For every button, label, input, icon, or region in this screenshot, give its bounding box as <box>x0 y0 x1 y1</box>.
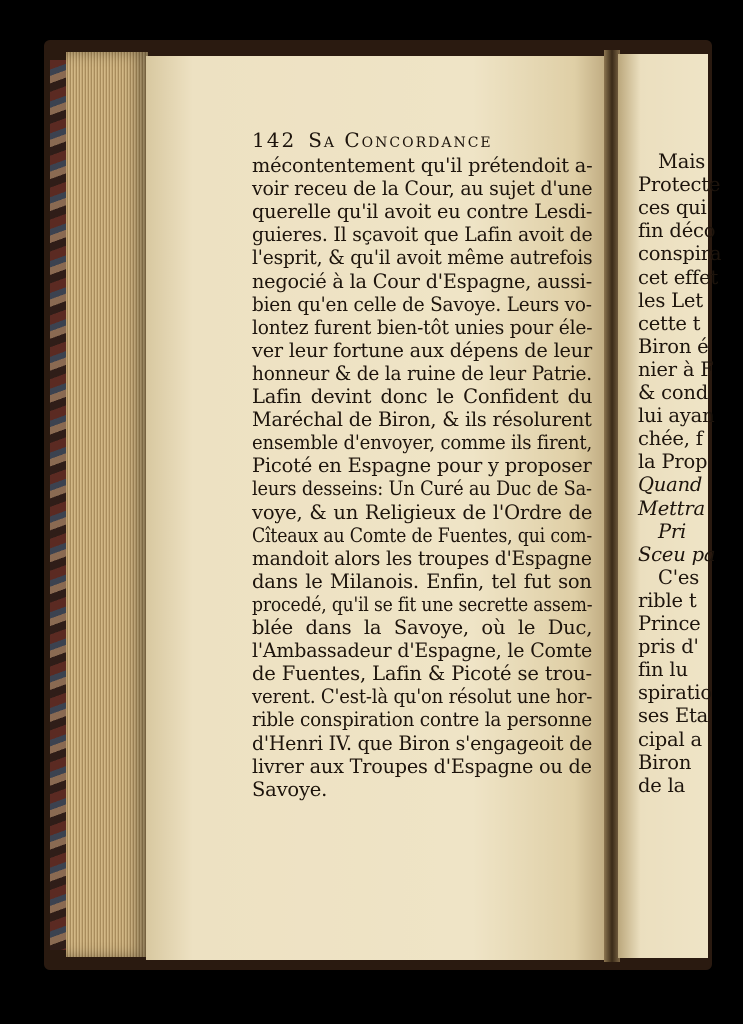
text-line: Mais <box>658 150 706 173</box>
text-line: cette t <box>638 311 701 335</box>
text-line: cipal a <box>638 727 702 751</box>
text-line: rible conspiration contre la personne <box>252 708 593 732</box>
text-line: Biron <box>638 750 692 774</box>
text-line: Cîteaux au Comte de Fuentes, qui com- <box>252 523 593 547</box>
text-line: nier à F <box>638 357 714 381</box>
text-line: chée, f <box>638 427 703 451</box>
text-line: voir receu de la Cour, au sujet d'une <box>252 177 593 201</box>
text-line: d'Henri IV. que Biron s'engageoit de <box>252 731 593 755</box>
page-edges <box>66 52 148 957</box>
text-line: dans le Milanois. Enfin, tel fut son <box>252 569 592 593</box>
text-line: verent. C'est-là qu'on résolut une hor- <box>252 685 593 709</box>
text-line: Quand <box>638 473 703 497</box>
text-line: C'es <box>658 565 700 589</box>
text-line: Biron é <box>638 334 709 358</box>
text-line: Mettra <box>638 496 705 520</box>
text-line: Pri <box>658 519 687 543</box>
text-line: honneur & de la ruine de leur Patrie. <box>252 361 592 385</box>
text-line: conspira <box>638 242 722 266</box>
text-line: lontez furent bien-tôt unies pour éle- <box>252 315 593 339</box>
text-line: bien qu'en celle de Savoye. Leurs vo- <box>252 292 592 316</box>
text-line: mandoit alors les troupes d'Espagne <box>252 546 592 570</box>
text-line: livrer aux Troupes d'Espagne ou de <box>252 754 592 778</box>
text-line: querelle qu'il avoit eu contre Lesdi- <box>252 200 593 224</box>
text-line: ces qui <box>638 196 707 220</box>
text-line: de Fuentes, Lafin & Picoté se trou- <box>252 662 592 686</box>
text-line: Protecte <box>638 173 721 197</box>
text-line: cet effet <box>638 265 719 289</box>
text-line: pris d' <box>638 635 699 659</box>
text-line: la Prop <box>638 450 708 474</box>
text-line: ver leur fortune aux dépens de leur <box>252 338 592 362</box>
right-page-body <box>638 150 722 797</box>
text-line: procedé, qu'il se fit une secrette assem- <box>252 592 593 616</box>
text-line: blée dans la Savoye, où le Duc, <box>252 616 593 639</box>
text-line: & cond <box>638 381 709 404</box>
text-line: Sceu pa <box>638 542 716 566</box>
text-line: ensemble d'envoyer, comme ils firent, <box>252 431 592 455</box>
text-line: lui ayan <box>638 404 715 428</box>
text-line: spiratio <box>638 681 712 705</box>
page-number: 142 <box>252 128 297 152</box>
text-line: Picoté en Espagne pour y proposer <box>252 454 592 478</box>
text-line: de la <box>638 773 686 797</box>
text-line: les Let <box>638 288 703 312</box>
text-line: Savoye. <box>252 777 328 801</box>
text-line: rible t <box>638 588 697 612</box>
text-line: fin lu <box>638 658 688 682</box>
text-line: mécontentement qu'il prétendoit a- <box>252 154 593 177</box>
text-line: l'esprit, & qu'il avoit même autrefois <box>252 246 593 270</box>
text-line: leurs desseins: Un Curé au Duc de Sa- <box>252 477 592 501</box>
text-line: guieres. Il sçavoit que Lafin avoit de <box>252 223 593 247</box>
text-line: Lafin devint donc le Confident du <box>252 385 593 408</box>
text-line: fin déco <box>638 219 716 243</box>
text-line: l'Ambassadeur d'Espagne, le Comte <box>252 639 593 663</box>
text-line: Maréchal de Biron, & ils résolurent <box>252 408 592 432</box>
text-line: negocié à la Cour d'Espagne, aussi- <box>252 269 593 293</box>
running-head-title: Sa Concordance <box>308 128 493 152</box>
text-line: Prince <box>638 612 701 635</box>
text-line: ses Eta <box>638 704 709 728</box>
running-head <box>252 128 602 156</box>
text-line: voye, & un Religieux de l'Ordre de <box>252 500 593 524</box>
